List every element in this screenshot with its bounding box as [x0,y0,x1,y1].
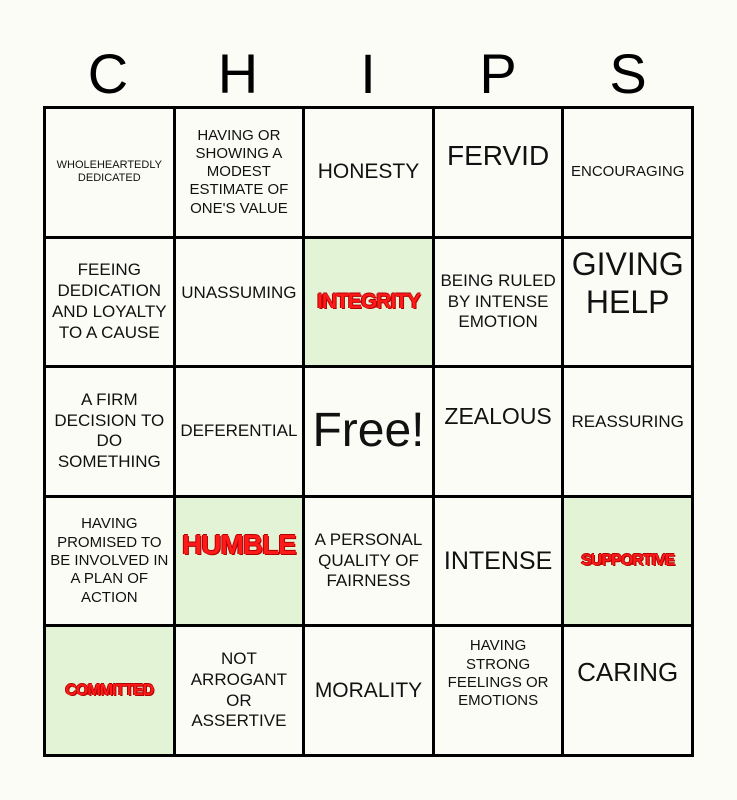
bingo-cell-r2c3[interactable] [305,239,435,369]
bingo-cell-r2c5[interactable] [564,239,694,369]
cell-text: BEING RULED BY INTENSE EMOTION [440,270,556,332]
cell-text: A FIRM DECISION TO DO SOMETHING [54,390,165,472]
cell-text: HAVING OR SHOWING A MODEST ESTIMATE OF ONE'S VALUE [189,126,289,217]
cell-text: GIVING HELP [571,245,684,320]
bingo-cell-r3c2[interactable] [176,368,306,498]
bingo-cell-r4c2[interactable] [176,498,306,628]
cell-text: A PERSONAL QUALITY OF FAIRNESS [314,529,423,591]
cell-text: DEFERENTIAL [180,421,298,441]
cell-text: HONESTY [317,160,420,184]
bingo-cell-r1c1[interactable] [46,109,176,239]
cell-text: COMMITTED [65,681,154,699]
cell-text: ZEALOUS [444,403,552,430]
cell-text: CARING [577,657,679,688]
bingo-cell-r4c1[interactable] [46,498,176,628]
cell-text: HUMBLE [182,528,296,560]
bingo-grid [43,106,694,757]
bingo-cell-r5c1[interactable] [46,627,176,757]
header-letter-p: P [479,41,517,105]
bingo-cell-r5c3[interactable] [305,627,435,757]
bingo-cell-r1c2[interactable] [176,109,306,239]
header-letter-h: H [217,41,259,105]
cell-text: ENCOURAGING [571,163,685,181]
cell-text: FEEING DEDICATION AND LOYALTY TO A CAUSE [51,260,167,342]
bingo-cell-r2c4[interactable] [435,239,565,369]
cell-text: REASSURING [571,412,684,432]
bingo-cell-r5c2[interactable] [176,627,306,757]
bingo-cell-r5c4[interactable] [435,627,565,757]
bingo-cell-r3c3-free[interactable] [305,368,435,498]
cell-text: INTENSE [443,546,553,575]
bingo-cell-r4c3[interactable] [305,498,435,628]
header-letter-c: C [87,41,129,105]
cell-text: HAVING STRONG FEELINGS OR EMOTIONS [447,637,549,710]
header-letter-s: S [609,41,647,105]
header-letter-i: I [360,41,376,105]
cell-text: FERVID [447,140,550,171]
bingo-cell-r5c5[interactable] [564,627,694,757]
bingo-cell-r2c1[interactable] [46,239,176,369]
bingo-cell-r4c4[interactable] [435,498,565,628]
cell-text: UNASSUMING [181,282,297,302]
cell-text: NOT ARROGANT OR ASSERTIVE [190,649,288,731]
bingo-cell-r4c5[interactable] [564,498,694,628]
bingo-cell-r3c4[interactable] [435,368,565,498]
bingo-cell-r3c1[interactable] [46,368,176,498]
bingo-cell-r2c2[interactable] [176,239,306,369]
bingo-cell-r1c5[interactable] [564,109,694,239]
cell-text: SUPPORTIVE [581,552,675,570]
bingo-header [43,40,694,106]
bingo-cell-r3c5[interactable] [564,368,694,498]
free-space: Free! [312,404,425,458]
cell-text: WHOLEHEARTEDLY DEDICATED [56,158,162,185]
cell-text: HAVING PROMISED TO BE INVOLVED IN A PLAN OF ACTION [50,515,169,606]
bingo-cell-r1c3[interactable] [305,109,435,239]
bingo-cell-r1c4[interactable] [435,109,565,239]
cell-text: MORALITY [314,678,423,702]
cell-text: INTEGRITY [316,290,420,314]
